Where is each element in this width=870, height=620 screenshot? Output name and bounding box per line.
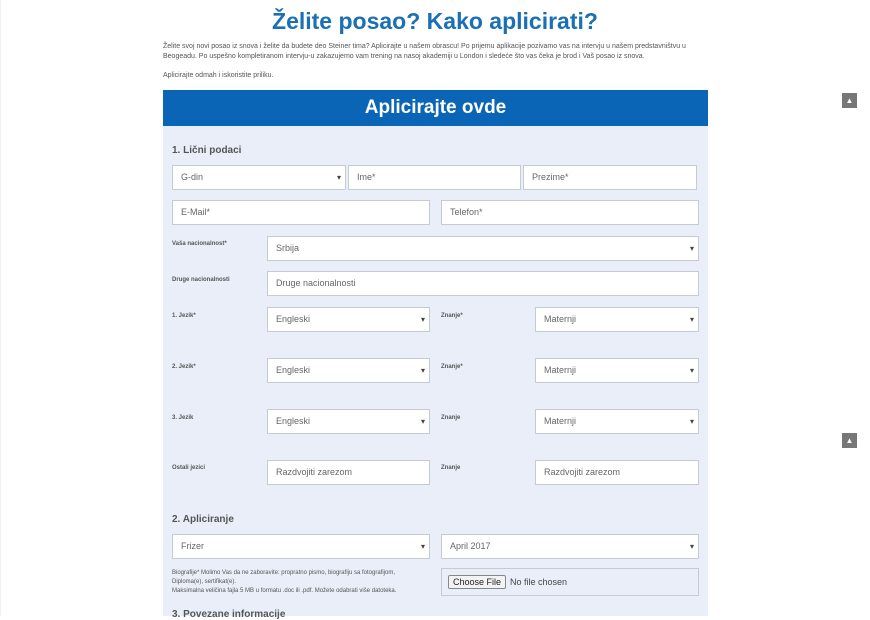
language-3-level-label: Znanje: [441, 415, 461, 421]
other-languages-label: Ostali jezici: [172, 465, 206, 471]
language-1-level-label: Znanje*: [441, 313, 463, 319]
nationality-select[interactable]: Srbija ▾: [267, 236, 699, 261]
first-name-input[interactable]: Ime*: [348, 165, 521, 190]
language-2-select[interactable]: Engleski ▾: [267, 358, 430, 383]
language-2-label: 2. Jezik*: [172, 364, 196, 370]
intro-text: Želite svoj novi posao iz snova i želite da budete deo Steiner tima? Aplicirajte u našem obrascu! Po prijemu aplikacije pozivamo vas na intervju u našem predstavništvu u Beogeadu. Po uspešno kompletiranom intervju-u zakazujemo vam trening na nasoj akademiji u London i sledeće što vas čeka je brod i Vaš posao iz snova.: [163, 43, 686, 60]
other-languages-level-input[interactable]: Razdvojiti zarezom: [535, 460, 699, 485]
other-nationalities-input[interactable]: Druge nacionalnosti: [267, 271, 699, 296]
language-3-label: 3. Jezik: [172, 415, 194, 421]
language-1-select[interactable]: Engleski ▾: [267, 307, 430, 332]
page-title: Želite posao? Kako aplicirati?: [272, 8, 598, 34]
bio-note: [172, 569, 422, 596]
scroll-to-top-icon-2[interactable]: ▲: [842, 433, 857, 448]
section-related-heading: 3. Povezane informacije: [172, 609, 286, 620]
start-date-select[interactable]: April 2017 ▾: [441, 534, 699, 559]
file-upload: [441, 568, 699, 596]
language-3-select[interactable]: Engleski ▾: [267, 409, 430, 434]
language-1-level-select[interactable]: Maternji ▾: [535, 307, 699, 332]
phone-input[interactable]: Telefon*: [441, 200, 699, 225]
file-status: No file chosen: [510, 577, 568, 587]
bio-note-line1: Biografije* Molimo Vas da ne zaboravite: propratno pismo, biografiju sa fotografijom, Diploma(e), sertifikat(e).: [172, 570, 396, 585]
position-select[interactable]: Frizer ▾: [172, 534, 430, 559]
other-languages-level-label: Znanje: [441, 465, 461, 471]
email-input[interactable]: E-Mail*: [172, 200, 430, 225]
section-application-heading: 2. Apliciranje: [172, 514, 234, 525]
language-2-level-label: Znanje*: [441, 364, 463, 370]
bio-note-line2: Maksimalna veličina fajla 5 MB u formatu .doc ili .pdf. Možete odabrati više datoteka.: [172, 588, 397, 594]
language-2-level-select[interactable]: Maternji ▾: [535, 358, 699, 383]
scroll-to-top-icon[interactable]: ▲: [842, 93, 857, 108]
language-3-level-select[interactable]: Maternji ▾: [535, 409, 699, 434]
other-languages-input[interactable]: Razdvojiti zarezom: [267, 460, 430, 485]
language-1-label: 1. Jezik*: [172, 313, 196, 319]
intro-cta-text: Aplicirajte odmah i iskoristite priliku.: [163, 72, 274, 79]
page-edge: [0, 0, 1, 616]
choose-file-button[interactable]: Choose File: [448, 575, 506, 589]
nationality-label: Vaša nacionalnost*: [172, 241, 227, 247]
last-name-input[interactable]: Prezime*: [523, 165, 697, 190]
other-nationalities-label: Druge nacionalnosti: [172, 277, 230, 283]
title-select[interactable]: G-din ▾: [172, 165, 346, 190]
form-banner: Aplicirajte ovde: [163, 90, 708, 126]
section-personal-heading: 1. Lični podaci: [172, 145, 242, 156]
